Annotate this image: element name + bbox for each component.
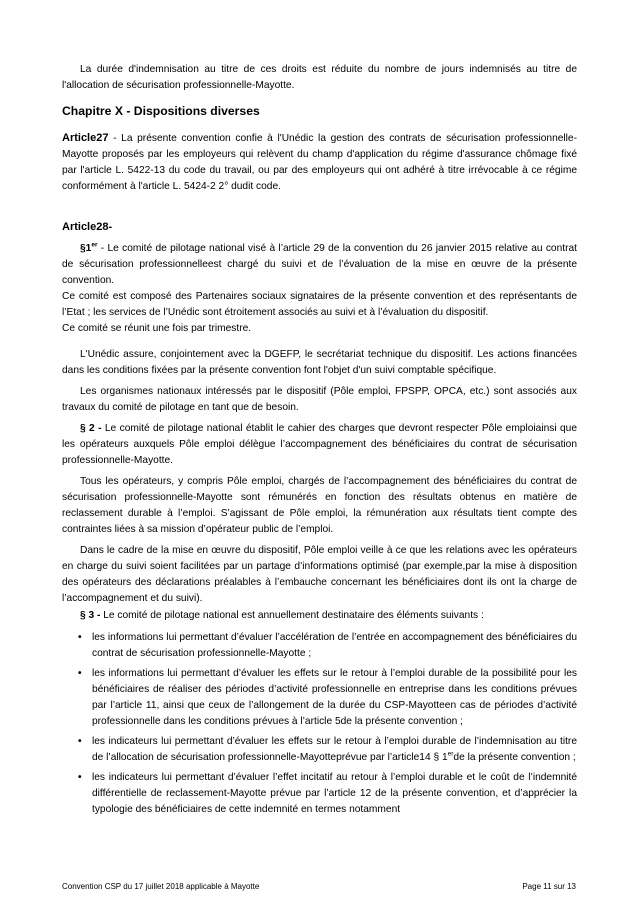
list-item: • les informations lui permettant d’évaluer les effets sur le retour à l’emploi durable de la possibilité pour les bénéficiaires de réaliser des périodes d’activité professionnelle en entreprise dans les conditions prévues par l’article 11, ainsi que ceux de l’allongement de la durée du CSP-Mayotteen cas de périodes d’activité professionnelle dans les conditions prévues à l’article 5de la présente convention ; <box>78 668 577 727</box>
bullet-icon: • <box>78 632 82 643</box>
list-item: • les indicateurs lui permettant d’évaluer l’effet incitatif au retour à l’emploi durable et le coût de l’indemnité différentielle de reclassement-Mayotte prévue par l’article 12 de la présente convention, et d’apprécier la typologie des bénéficiaires de cette indemnité en termes notamment <box>78 772 577 815</box>
section-3-text: Le comité de pilotage national est annuellement destinataire des éléments suivants : <box>100 610 484 621</box>
paragraph-organismes: Les organismes nationaux intéressés par le dispositif (Pôle emploi, FPSPP, OPCA, etc.) sont associés aux travaux du comité de pilotage en tant que de besoin. <box>62 386 577 413</box>
section-2-text: Le comité de pilotage national établit le cahier des charges que devront respecter Pôle emploiainsi que les opérateurs auxquels Pôle emploi délègue l’accompagnement des bénéficiaires du contrat de sécurisation professionnelle-Mayotte. <box>62 423 577 466</box>
bullet-icon: • <box>78 772 82 783</box>
section-1-frequency: Ce comité se réunit une fois par trimestre. <box>62 323 252 334</box>
list-item: • les indicateurs lui permettant d’évaluer les effets sur le retour à l’emploi durable de l’indemnisation au titre de l’allocation de sécurisation professionnelle-Mayotteprévue par l’article14 § 1erde la présente convention ; <box>78 736 577 763</box>
section-3-number: § 3 - <box>80 610 101 621</box>
article-27-label: Article27 <box>62 132 109 144</box>
section-1-number: §1er <box>80 241 98 254</box>
article-28-section-2 <box>62 421 577 469</box>
section-2-number: § 2 - <box>80 423 102 434</box>
section-1-composition: Ce comité est composé des Partenaires sociaux signataires de la présente convention et des représentants de l’Etat ; les services de l’Unédic sont étroitement associés au suivi et à l’évaluation du dispositif. <box>62 291 577 318</box>
list-item: • les informations lui permettant d’évaluer l’accélération de l’entrée en accompagnement des bénéficiaires du contrat de sécurisation professionnelle-Mayotte ; <box>78 632 577 659</box>
footer-page-number: Page 11 sur 13 <box>522 882 576 891</box>
bullet-icon: • <box>78 736 82 747</box>
article-28-section-3 <box>62 608 577 624</box>
bullet-icon: • <box>78 668 82 679</box>
elements-list <box>62 630 577 822</box>
intro-paragraph: La durée d'indemnisation au titre de ces droits est réduite du nombre de jours indemnisés au titre de l'allocation de sécurisation professionnelle-Mayotte. <box>62 64 577 91</box>
chapter-title: Chapitre X - Dispositions diverses <box>62 104 260 118</box>
paragraph-operateurs: Tous les opérateurs, y compris Pôle emploi, chargés de l’accompagnement des bénéficiaires du contrat de sécurisation professionnelle-Mayotte sont rémunérés en fonction des résultats obtenus en matière de reclassement durable à l’emploi. S’agissant de Pôle emploi, la rémunération aux résultats tient compte des contraintes liées à sa mission d’opérateur public de l’emploi. <box>62 476 577 535</box>
paragraph-partage-informations: Dans le cadre de la mise en œuvre du dispositif, Pôle emploi veille à ce que les relations avec les opérateurs en charge du suivi soient facilitées par un partage d’informations optimisé (par exemple,par la mise à disposition des opérateurs des déclarations préalables à l’embauche concernant les bénéficiaires dont ils ont la charge de l’accompagnement et du suivi). <box>62 545 577 604</box>
article-27-paragraph <box>62 130 577 195</box>
section-1-text: - Le comité de pilotage national visé à l’article 29 de la convention du 26 janvier 2015 relative au contrat de sécurisation professionnelleest chargé du suivi et de l’évaluation de la mise en œuvre de la présente convention. <box>62 243 577 286</box>
paragraph-unedic: L'Unédic assure, conjointement avec la DGEFP, le secrétariat technique du dispositif. Les actions financées dans les conditions fixées par la présente convention font l'objet d'un suivi comptable spécifique. <box>62 349 577 376</box>
article-28-section-1 <box>62 241 577 337</box>
article-27-text: - La présente convention confie à l'Unédic la gestion des contrats de sécurisation professionnelle-Mayotte proposés par les employeurs qui relèvent du champ d'application du régime d'assurance chômage fixé par l'article L. 5422-13 du code du travail, ou par des employeurs qui ont adhéré à titre irrévocable à ce régime conformément à l'article L. 5424-2 2° dudit code. <box>62 133 577 192</box>
footer-document-title: Convention CSP du 17 juillet 2018 applicable à Mayotte <box>62 882 260 891</box>
section-1-paragraph <box>62 241 577 289</box>
article-28-title: Article28- <box>62 221 113 233</box>
